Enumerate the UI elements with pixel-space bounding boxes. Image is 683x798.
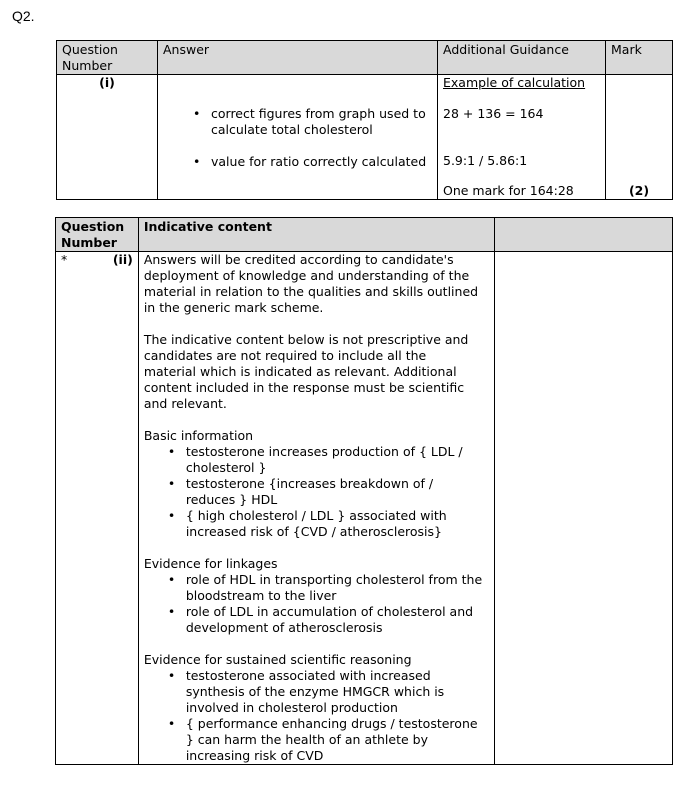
answer-point: • correct figures from graph used to calculate total cholesterol [163,106,432,138]
header-mark: Mark [606,41,673,75]
section-list [144,572,482,636]
list-item: • role of LDL in accumulation of cholesterol and development of atherosclerosis [144,604,482,636]
table-header-row [57,41,673,75]
example-heading: Example of calculation [443,75,586,90]
header-answer: Answer [158,41,438,75]
header-empty [495,218,673,252]
answer-cell [158,75,438,200]
indicative-content-cell [138,252,494,765]
answer-point: • value for ratio correctly calculated [163,154,432,170]
section-heading: Evidence for linkages [143,556,278,571]
section-heading: Basic information [143,428,254,443]
question-number-cell [56,252,139,765]
one-mark-note: One mark for 164:28 [443,183,574,198]
mark-value: (2) [606,75,673,200]
ratio-value: 5.9:1 / 5.86:1 [443,153,528,168]
table-header-row [56,218,673,252]
section-list [144,444,482,540]
list-item: • { high cholesterol / LDL } associated with increased risk of {CVD / atherosclerosis} [144,508,482,540]
header-question-number: Question Number [56,218,139,252]
list-item: • testosterone increases production of { LDL / cholesterol } [144,444,482,476]
intro-paragraph: The indicative content below is not prescriptive and candidates are not required to include all the material which is indicated as relevant. Additional content included in the response must be scientific and relevant. [143,332,469,411]
header-question-number: Question Number [57,41,158,75]
list-item: • role of HDL in transporting cholesterol from the bloodstream to the liver [144,572,482,604]
header-indicative-content: Indicative content [138,218,494,252]
mark-scheme-table-part-ii [55,217,673,765]
mark-scheme-table-part-i [56,40,673,200]
list-item: • testosterone {increases breakdown of / reduces } HDL [144,476,482,508]
table-row [57,75,673,200]
star-marker: * [61,252,68,267]
guidance-cell [438,75,606,200]
empty-cell [495,252,673,765]
intro-paragraph: Answers will be credited according to candidate's deployment of knowledge and understanding of the material in relation to the qualities and skills outlined in the generic mark scheme. [143,252,479,315]
question-sub-number: (ii) [112,252,133,267]
list-item: • { performance enhancing drugs / testosterone } can harm the health of an athlete by increasing risk of CVD [144,716,482,764]
table-row [56,252,673,765]
question-sub-number: (i) [57,75,158,200]
section-list [144,668,482,764]
section-heading: Evidence for sustained scientific reasoning [143,652,412,667]
list-item: • testosterone associated with increased synthesis of the enzyme HMGCR which is involved in cholesterol production [144,668,482,716]
calculation: 28 + 136 = 164 [443,106,544,121]
header-additional-guidance: Additional Guidance [438,41,606,75]
question-label: Q2. [12,8,35,24]
